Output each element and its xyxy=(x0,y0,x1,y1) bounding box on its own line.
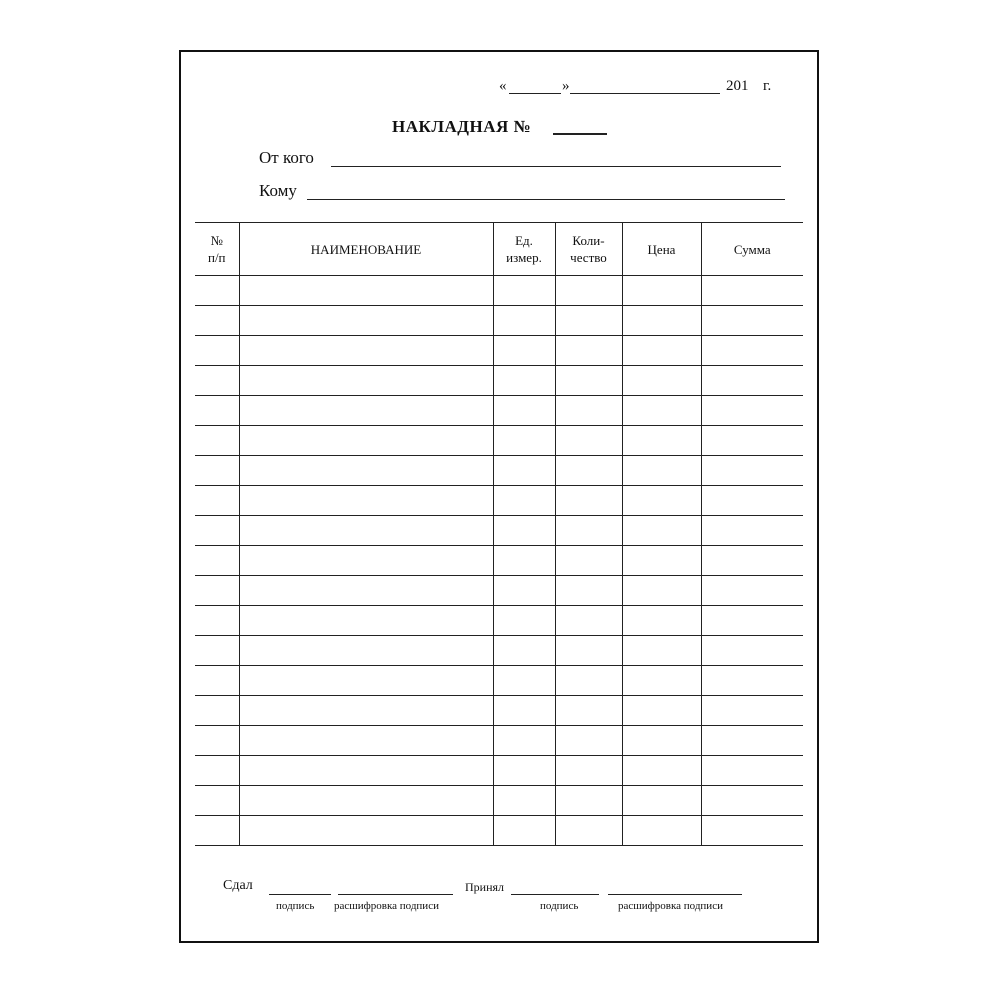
table-cell[interactable] xyxy=(622,576,701,606)
column-header-sum xyxy=(701,223,803,276)
header-text: Сумма xyxy=(733,241,771,257)
table-cell[interactable] xyxy=(622,786,701,816)
table-cell[interactable] xyxy=(493,696,555,726)
table-cell[interactable] xyxy=(239,696,493,726)
header-text: № xyxy=(210,233,223,248)
table-row xyxy=(195,636,803,666)
table-cell[interactable] xyxy=(701,636,803,666)
to-label: Кому xyxy=(259,181,297,200)
table-cell[interactable] xyxy=(239,726,493,756)
table-cell[interactable] xyxy=(493,576,555,606)
table-cell[interactable] xyxy=(555,306,622,336)
handed-signature-line[interactable] xyxy=(269,894,331,895)
table-cell[interactable] xyxy=(555,786,622,816)
date-day-line[interactable] xyxy=(509,93,561,94)
table-cell[interactable] xyxy=(195,696,239,726)
table-cell[interactable] xyxy=(493,816,555,846)
table-cell[interactable] xyxy=(239,606,493,636)
received-signature-line[interactable] xyxy=(511,894,599,895)
table-cell[interactable] xyxy=(493,396,555,426)
table-cell[interactable] xyxy=(493,306,555,336)
table-cell[interactable] xyxy=(701,426,803,456)
items-table xyxy=(195,222,803,846)
table-cell[interactable] xyxy=(701,666,803,696)
table-cell[interactable] xyxy=(622,366,701,396)
table-body xyxy=(195,276,803,846)
table-cell[interactable] xyxy=(555,696,622,726)
table-cell[interactable] xyxy=(195,606,239,636)
table-cell[interactable] xyxy=(555,366,622,396)
table-cell[interactable] xyxy=(239,366,493,396)
table-cell[interactable] xyxy=(622,546,701,576)
invoice-form xyxy=(179,50,819,943)
table-cell[interactable] xyxy=(701,546,803,576)
table-row xyxy=(195,786,803,816)
table-cell[interactable] xyxy=(555,546,622,576)
header-text: Коли- xyxy=(572,233,605,248)
table-row xyxy=(195,426,803,456)
table-cell[interactable] xyxy=(701,456,803,486)
table-cell[interactable] xyxy=(239,426,493,456)
table-cell[interactable] xyxy=(701,606,803,636)
table-cell[interactable] xyxy=(622,726,701,756)
table-cell[interactable] xyxy=(493,486,555,516)
table-cell[interactable] xyxy=(239,576,493,606)
column-header-number xyxy=(195,223,239,276)
header-text: чество xyxy=(570,250,607,265)
handed-decoding-caption: расшифровка подписи xyxy=(334,900,439,912)
header-text: Цена xyxy=(647,241,676,257)
table-cell[interactable] xyxy=(701,486,803,516)
table-cell[interactable] xyxy=(195,396,239,426)
column-header-quantity xyxy=(555,223,622,276)
table-cell[interactable] xyxy=(701,396,803,426)
table-cell[interactable] xyxy=(239,276,493,306)
date-close-quote: » xyxy=(562,78,570,94)
document-number-line[interactable] xyxy=(553,133,607,135)
table-cell[interactable] xyxy=(701,366,803,396)
table-cell[interactable] xyxy=(239,786,493,816)
table-cell[interactable] xyxy=(701,306,803,336)
table-cell[interactable] xyxy=(555,726,622,756)
document-title: НАКЛАДНАЯ № xyxy=(392,117,532,136)
table-cell[interactable] xyxy=(493,276,555,306)
table-cell[interactable] xyxy=(239,486,493,516)
table-cell[interactable] xyxy=(239,336,493,366)
table-row xyxy=(195,516,803,546)
handed-signature-caption: подпись xyxy=(276,900,315,912)
table-cell[interactable] xyxy=(493,726,555,756)
header-text: НАИМЕНОВАНИЕ xyxy=(310,241,422,257)
table-cell[interactable] xyxy=(622,396,701,426)
table-row xyxy=(195,696,803,726)
received-decoding-caption: расшифровка подписи xyxy=(618,900,723,912)
handed-label: Сдал xyxy=(223,878,253,893)
table-cell[interactable] xyxy=(555,486,622,516)
table-cell[interactable] xyxy=(195,816,239,846)
table-cell[interactable] xyxy=(701,726,803,756)
table-cell[interactable] xyxy=(493,336,555,366)
table-cell[interactable] xyxy=(239,516,493,546)
table-row xyxy=(195,366,803,396)
table-cell[interactable] xyxy=(701,696,803,726)
date-year-label: 201 xyxy=(726,78,749,94)
table-cell[interactable] xyxy=(239,306,493,336)
table-row xyxy=(195,666,803,696)
table-cell[interactable] xyxy=(493,366,555,396)
table-cell[interactable] xyxy=(195,576,239,606)
table-cell[interactable] xyxy=(239,636,493,666)
table-cell[interactable] xyxy=(239,666,493,696)
column-header-name xyxy=(239,223,493,276)
table-cell[interactable] xyxy=(701,786,803,816)
table-cell[interactable] xyxy=(555,606,622,636)
handed-decoding-line[interactable] xyxy=(338,894,453,895)
table-row xyxy=(195,576,803,606)
received-label: Принял xyxy=(465,880,505,894)
table-cell[interactable] xyxy=(701,756,803,786)
date-open-quote: « xyxy=(499,78,507,94)
table-cell[interactable] xyxy=(555,396,622,426)
to-field-line[interactable] xyxy=(307,199,785,200)
column-header-unit xyxy=(493,223,555,276)
table-cell[interactable] xyxy=(555,456,622,486)
date-month-line[interactable] xyxy=(570,93,720,94)
table-cell[interactable] xyxy=(622,696,701,726)
table-cell[interactable] xyxy=(493,666,555,696)
table-cell[interactable] xyxy=(195,456,239,486)
table-row xyxy=(195,816,803,846)
table-cell[interactable] xyxy=(622,336,701,366)
table-cell[interactable] xyxy=(239,756,493,786)
table-cell[interactable] xyxy=(701,816,803,846)
table-cell[interactable] xyxy=(239,456,493,486)
table-cell[interactable] xyxy=(622,306,701,336)
table-cell[interactable] xyxy=(622,456,701,486)
from-label: От кого xyxy=(259,148,314,167)
table-cell[interactable] xyxy=(622,516,701,546)
table-row xyxy=(195,276,803,306)
table-cell[interactable] xyxy=(493,606,555,636)
column-header-price xyxy=(622,223,701,276)
table-cell[interactable] xyxy=(195,726,239,756)
table-cell[interactable] xyxy=(493,546,555,576)
table-row xyxy=(195,726,803,756)
table-cell[interactable] xyxy=(493,786,555,816)
table-cell[interactable] xyxy=(195,546,239,576)
received-decoding-line[interactable] xyxy=(608,894,742,895)
table-cell[interactable] xyxy=(493,516,555,546)
table-header-row xyxy=(195,223,803,276)
table-cell[interactable] xyxy=(493,756,555,786)
table-row xyxy=(195,756,803,786)
table-cell[interactable] xyxy=(195,426,239,456)
table-cell[interactable] xyxy=(701,576,803,606)
table-row xyxy=(195,606,803,636)
table-cell[interactable] xyxy=(555,276,622,306)
table-cell[interactable] xyxy=(555,636,622,666)
from-field-line[interactable] xyxy=(331,166,781,167)
table-row xyxy=(195,396,803,426)
table-row xyxy=(195,456,803,486)
table-cell[interactable] xyxy=(622,666,701,696)
table-cell[interactable] xyxy=(555,576,622,606)
table-cell[interactable] xyxy=(239,396,493,426)
table-cell[interactable] xyxy=(195,516,239,546)
table-cell[interactable] xyxy=(195,636,239,666)
table-cell[interactable] xyxy=(239,816,493,846)
date-year-suffix: г. xyxy=(763,78,772,94)
table-cell[interactable] xyxy=(195,366,239,396)
table-cell[interactable] xyxy=(622,426,701,456)
table-cell[interactable] xyxy=(622,486,701,516)
table-cell[interactable] xyxy=(555,666,622,696)
table-cell[interactable] xyxy=(622,606,701,636)
table-cell[interactable] xyxy=(555,816,622,846)
table-cell[interactable] xyxy=(493,456,555,486)
table-cell[interactable] xyxy=(195,306,239,336)
table-cell[interactable] xyxy=(622,636,701,666)
table-row xyxy=(195,546,803,576)
table-cell[interactable] xyxy=(239,546,493,576)
table-row xyxy=(195,306,803,336)
table-cell[interactable] xyxy=(195,756,239,786)
received-signature-caption: подпись xyxy=(540,900,579,912)
table-cell[interactable] xyxy=(701,336,803,366)
table-cell[interactable] xyxy=(195,486,239,516)
table-cell[interactable] xyxy=(195,786,239,816)
table-row xyxy=(195,486,803,516)
header-text: п/п xyxy=(207,250,226,265)
table-cell[interactable] xyxy=(555,756,622,786)
table-cell[interactable] xyxy=(555,336,622,366)
table-cell[interactable] xyxy=(555,516,622,546)
table-cell[interactable] xyxy=(195,276,239,306)
header-text: Ед. xyxy=(515,233,533,248)
header-text: измер. xyxy=(506,250,542,265)
table-cell[interactable] xyxy=(701,276,803,306)
table-cell[interactable] xyxy=(493,636,555,666)
table-row xyxy=(195,336,803,366)
table-cell[interactable] xyxy=(195,666,239,696)
table-cell[interactable] xyxy=(493,426,555,456)
table-cell[interactable] xyxy=(195,336,239,366)
table-cell[interactable] xyxy=(701,516,803,546)
table-cell[interactable] xyxy=(622,816,701,846)
table-cell[interactable] xyxy=(555,426,622,456)
table-cell[interactable] xyxy=(622,756,701,786)
table-cell[interactable] xyxy=(622,276,701,306)
